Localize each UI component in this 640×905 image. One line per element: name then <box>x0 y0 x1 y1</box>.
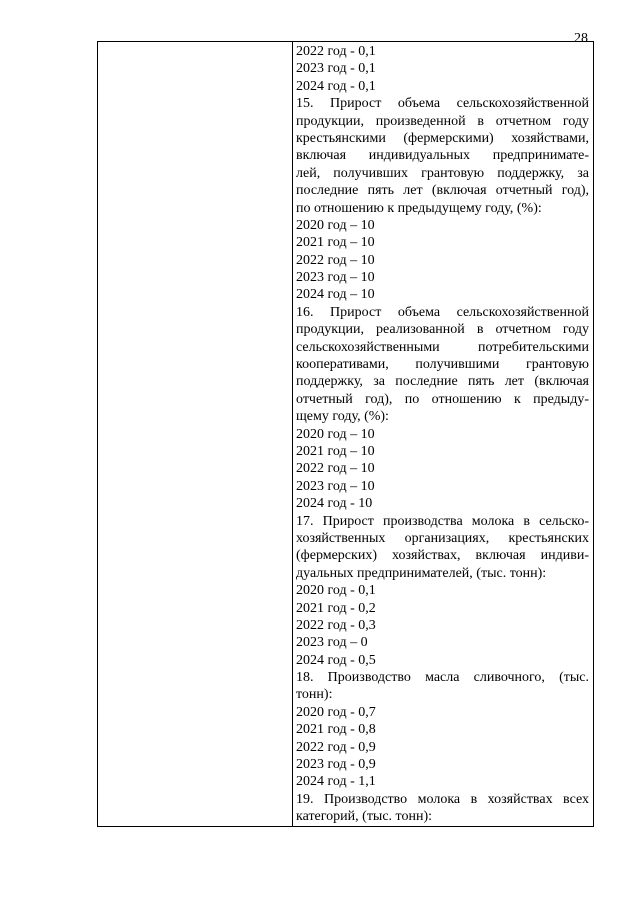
text-line: последние пять лет (включая отчетный год), <box>296 183 589 199</box>
text-line: 2023 год – 10 <box>296 478 375 494</box>
text-line: лей, получивших грантовую поддержку, за <box>296 165 589 181</box>
indicator-19-heading: 19. Производство молока в хозяйствах всех <box>296 791 589 807</box>
text-line: отчетный год), по отношению к предыду- <box>296 391 589 407</box>
text-line: 2022 год - 0,1 <box>296 44 376 59</box>
text-line: 2024 год - 1,1 <box>296 774 376 790</box>
indicator-17-heading: 17. Прирост производства молока в сельско- <box>296 513 589 529</box>
text-line: щему году, (%): <box>296 409 389 425</box>
column-divider <box>292 42 293 826</box>
text-line: (фермерских) хозяйствах, включая индиви- <box>296 548 589 564</box>
text-line: по отношению к предыдущему году, (%): <box>296 200 542 216</box>
text-line: 2023 год – 0 <box>296 635 368 651</box>
text-line: 2021 год – 10 <box>296 443 375 459</box>
text-line: поддержку, за последние пять лет (включая <box>296 374 589 390</box>
text-line: хозяйственных организациях, крестьянских <box>296 530 589 546</box>
indicator-16-heading: 16. Прирост объема сельскохозяйственной <box>296 304 589 320</box>
text-line: 2022 год - 0,3 <box>296 617 376 633</box>
text-line: 2022 год – 10 <box>296 461 375 477</box>
text-line: 2024 год – 10 <box>296 287 375 303</box>
text-line: 2020 год – 10 <box>296 217 375 233</box>
text-line: 2020 год - 0,7 <box>296 704 376 720</box>
document-table <box>97 41 594 827</box>
text-line: 2023 год – 10 <box>296 270 375 286</box>
text-line: 2023 год - 0,9 <box>296 757 376 773</box>
indicator-15-heading: 15. Прирост объема сельскохозяйственной <box>296 96 589 112</box>
text-line: продукции, произведенной в отчетном году <box>296 113 589 129</box>
page-number: 28 <box>574 31 588 46</box>
text-line: 2022 год – 10 <box>296 252 375 268</box>
text-line: 2020 год – 10 <box>296 426 375 442</box>
text-line: 2021 год – 10 <box>296 235 375 251</box>
text-line: 2024 год - 10 <box>296 496 373 512</box>
text-line: 2023 год - 0,1 <box>296 61 376 77</box>
indicator-18-heading: 18. Производство масла сливочного, (тыс. <box>296 670 589 686</box>
text-line: тонн): <box>296 687 333 703</box>
text-line: продукции, реализованной в отчетном году <box>296 322 589 338</box>
text-line: 2024 год - 0,5 <box>296 652 376 668</box>
text-line: крестьянскими (фермерскими) хозяйствами, <box>296 130 589 146</box>
text-line: дуальных предпринимателей, (тыс. тонн): <box>296 565 547 581</box>
indicators-column <box>296 43 589 826</box>
text-line: кооперативами, получившими грантовую <box>296 357 589 373</box>
text-line: сельскохозяйственными потребительскими <box>296 339 589 355</box>
text-line: категорий, (тыс. тонн): <box>296 809 433 825</box>
text-line: 2024 год - 0,1 <box>296 78 376 94</box>
text-line: 2022 год - 0,9 <box>296 739 376 755</box>
text-line: 2020 год - 0,1 <box>296 583 376 599</box>
text-line: 2021 год - 0,8 <box>296 722 376 738</box>
text-line: включая индивидуальных предпринимате- <box>296 148 589 164</box>
text-line: 2021 год - 0,2 <box>296 600 376 616</box>
